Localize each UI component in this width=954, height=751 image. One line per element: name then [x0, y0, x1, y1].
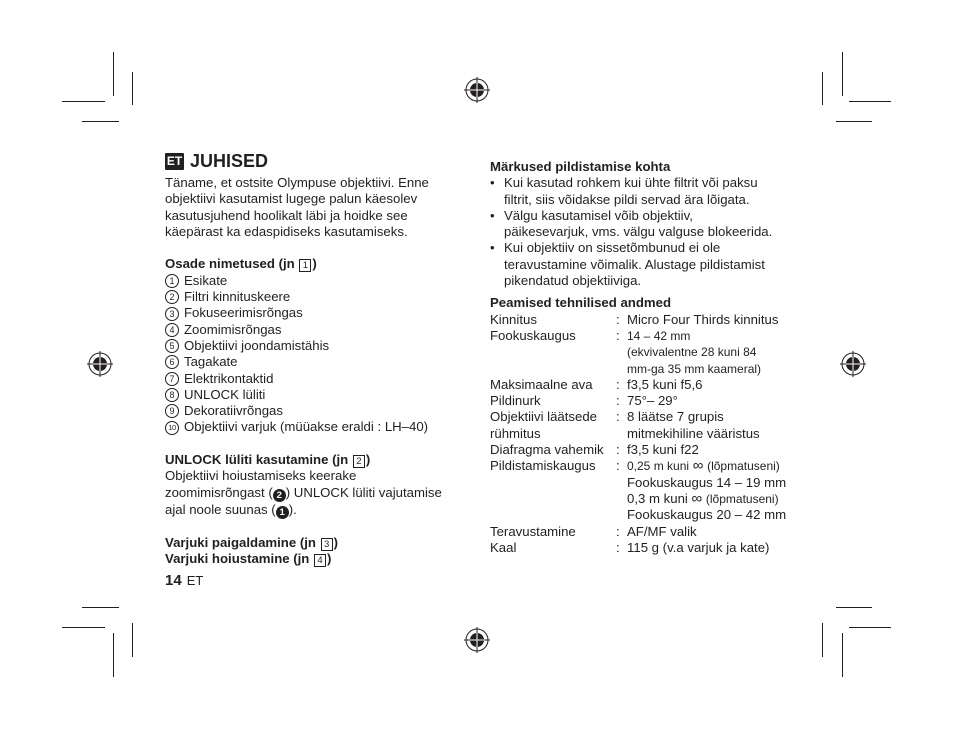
spec-key: Kinnitus	[490, 311, 537, 327]
list-item: 3 Fokuseerimisrõngas	[165, 305, 465, 321]
hood-store-heading: Varjuki hoiustamine (jn 4 )	[165, 551, 332, 567]
figure-ref-box: 3	[321, 538, 333, 551]
list-item: 8 UNLOCK lüliti	[165, 387, 465, 403]
specs-heading: Peamised tehnilised andmed	[490, 295, 672, 311]
crop-mark	[842, 52, 843, 96]
intro-paragraph: Täname, et ostsite Olympuse objektiivi. Enne objektiivi kasutamist lugege palun käesolev kasutusjuhend hoolikalt läbi ja hoidke see käepärast ka edaspidiseks kasutamiseks.	[165, 175, 429, 239]
page-title: JUHISED	[190, 151, 269, 171]
list-item: 6 Tagakate	[165, 354, 465, 370]
spec-key: Pildinurk	[490, 393, 541, 409]
circled-number: 2	[165, 290, 179, 304]
spec-value: 14 – 42 mm	[627, 328, 691, 343]
crop-mark	[132, 623, 133, 657]
spec-value: AF/MF valik	[627, 523, 697, 539]
circled-number: 6	[165, 355, 179, 369]
spec-value: Micro Four Thirds kinnitus	[627, 311, 779, 327]
circled-number: 9	[165, 404, 179, 418]
crop-mark	[62, 627, 105, 628]
notes-heading: Märkused pildistamise kohta	[490, 159, 671, 174]
infinity-icon: ∞	[692, 457, 704, 475]
crop-mark	[113, 633, 114, 677]
spec-key: Objektiivi läätsede	[490, 409, 598, 425]
spec-value: 8 läätse 7 grupis	[627, 409, 724, 425]
list-item: • Välgu kasutamisel võib objektiiv, päikesevarjuk, vms. välgu valguse blokeerida.	[490, 207, 773, 240]
spec-value: 75°– 29°	[627, 393, 678, 409]
unlock-paragraph: Objektiivi hoiustamiseks keerake zoomimisrõngast ( 2 ) UNLOCK lüliti vajutamise ajal noole suunas ( 1 ).	[165, 468, 442, 518]
list-item: 2 Filtri kinnituskeere	[165, 289, 465, 305]
circled-number: 7	[165, 372, 179, 386]
list-item: 9 Dekoratiivrõngas	[165, 403, 465, 419]
unlock-heading: UNLOCK lüliti kasutamine (jn 2 )	[165, 452, 371, 468]
page-number: 14	[165, 572, 182, 589]
specs-table: Kinnitus : Micro Four Thirds kinnitus Fookuskaugus : 14 – 42 mm (ekvivalentne 28 kuni 84 mm-ga 35 mm kaameral) Maksimaalne ava : f3,5 kuni f5,6 Pildinurk : 75°– 29° Objektiivi läätsede : 8 läätse 7 grupis rühmitus mitmekihiline vääristus Diafragma vahemik : f3,5 kuni f22 Pildistamiskaugus : 0,25 m kuni ∞ (lõpmatuseni) Fookuskaugus 14 – 19 mm 0,3 m kuni ∞ (lõpmatuseni) Fookuskaugus 20 – 42 mm Teravustamine : AF/MF valik Kaal : 115 g (v.a varjuk ja kate)	[490, 312, 810, 556]
infinity-icon: ∞	[691, 489, 703, 507]
crop-mark	[62, 101, 105, 102]
registration-mark-icon	[464, 627, 490, 653]
spec-key: Maksimaalne ava	[490, 376, 593, 392]
list-item: 1 Esikate	[165, 273, 465, 289]
crop-mark	[849, 627, 891, 628]
crop-mark	[822, 72, 823, 105]
figure-ref-box: 1	[299, 259, 311, 272]
circled-number: 3	[165, 307, 179, 321]
circled-number: 10	[165, 421, 179, 435]
list-item: 5 Objektiivi joondamistähis	[165, 338, 465, 354]
registration-mark-icon	[840, 351, 866, 377]
list-item: 4 Zoomimisrõngas	[165, 322, 465, 338]
spec-key: Fookuskaugus	[490, 327, 576, 343]
list-item: • Kui kasutad rohkem kui ühte filtrit või paksu filtrit, siis võidakse pildi servad ära lõigata.	[490, 175, 758, 207]
language-code: ET	[186, 573, 204, 588]
step-number-badge: 2	[273, 489, 286, 502]
hood-attach-heading: Varjuki paigaldamine (jn 3 )	[165, 534, 339, 550]
crop-mark	[849, 101, 891, 102]
parts-list	[165, 273, 465, 436]
circled-number: 1	[165, 274, 179, 288]
circled-number: 4	[165, 323, 179, 337]
crop-mark	[822, 623, 823, 657]
crop-mark	[836, 607, 872, 608]
spec-value: 0,25 m kuni ∞ (lõpmatuseni)	[627, 457, 780, 475]
crop-mark	[82, 607, 119, 608]
crop-mark	[82, 121, 119, 122]
circled-number: 5	[165, 339, 179, 353]
parts-heading: Osade nimetused (jn 1 )	[165, 256, 317, 272]
list-item: 10 Objektiivi varjuk (müüakse eraldi : LH–40)	[165, 419, 465, 435]
crop-mark	[842, 633, 843, 677]
language-badge: ET	[166, 153, 183, 168]
list-item: • Kui objektiiv on sissetõmbunud ei ole teravustamine võimalik. Alustage pildistamist pikendatud objektiiviga.	[490, 240, 765, 289]
registration-mark-icon	[464, 77, 490, 103]
spec-key: Kaal	[490, 539, 517, 555]
crop-mark	[113, 52, 114, 96]
registration-mark-icon	[87, 351, 113, 377]
crop-mark	[132, 72, 133, 105]
figure-ref-box: 4	[314, 554, 326, 567]
page-footer	[165, 572, 203, 589]
figure-ref-box: 2	[353, 455, 365, 468]
crop-mark	[836, 121, 872, 122]
spec-key: Diafragma vahemik	[490, 442, 604, 458]
list-item: 7 Elektrikontaktid	[165, 371, 465, 387]
right-column	[490, 159, 810, 556]
spec-key: Teravustamine	[490, 523, 576, 539]
circled-number: 8	[165, 388, 179, 402]
step-number-badge: 1	[276, 506, 289, 519]
spec-value: 115 g (v.a varjuk ja kate)	[627, 539, 770, 555]
section-title	[165, 150, 465, 172]
spec-key: Pildistamiskaugus	[490, 458, 596, 474]
spec-value: f3,5 kuni f5,6	[627, 376, 703, 392]
left-column	[165, 150, 465, 568]
spec-value: f3,5 kuni f22	[627, 442, 699, 458]
